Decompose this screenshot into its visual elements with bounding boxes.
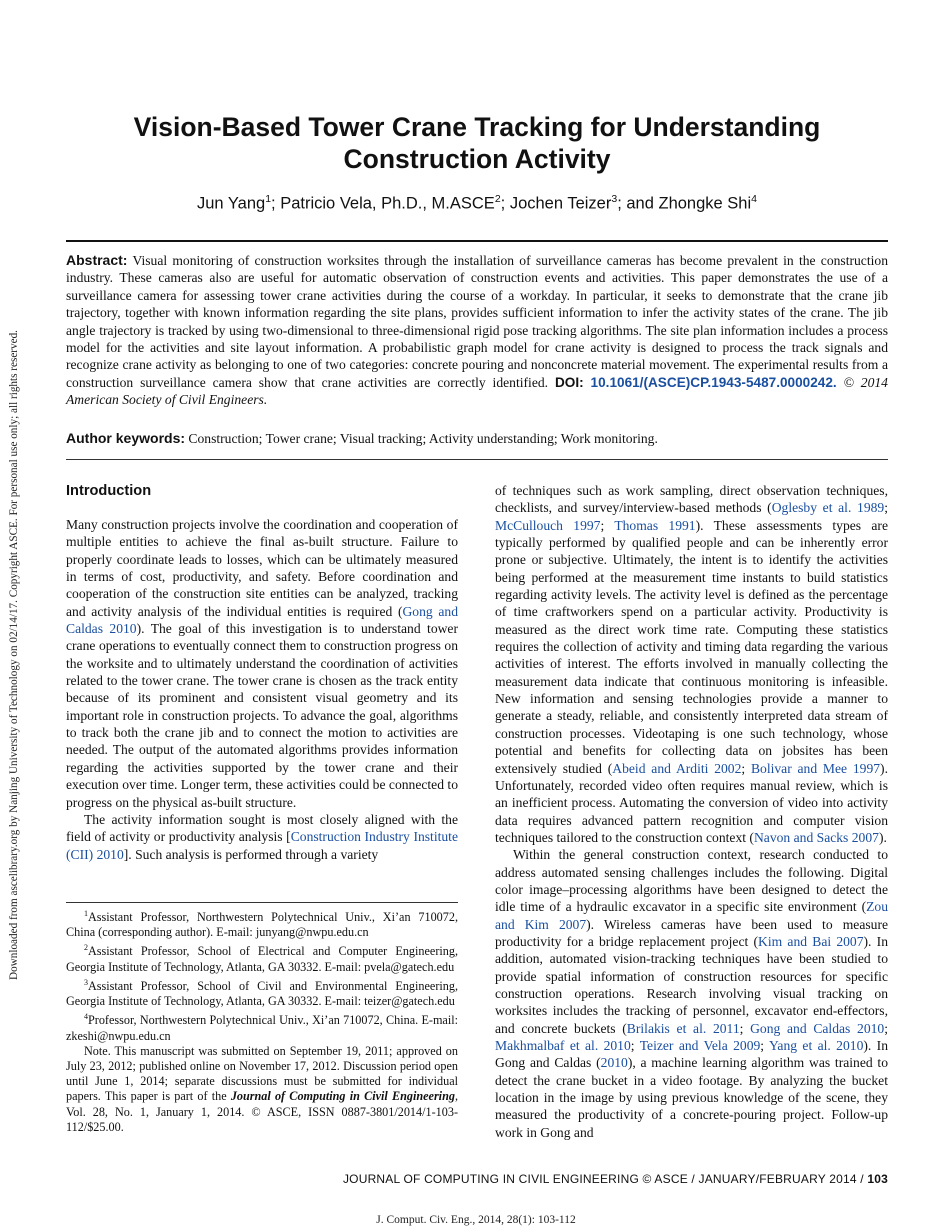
- paragraph-text: Many construction projects involve the coordination and cooperation of multiple entities to achieve the final as-built structure. Failure to properly coordinate leads to losses, which can be ultimately measured in terms of cost, productivity, and safety. Before coordination and cooperation of the construction site entities can be analyzed, tracking and activity analysis of the individual entities is required (: [66, 517, 458, 619]
- paragraph-text: ;: [739, 1020, 751, 1036]
- body-paragraph: [495, 482, 888, 846]
- running-footer-text: JOURNAL OF COMPUTING IN CIVIL ENGINEERING © ASCE / JANUARY/FEBRUARY 2014 /: [342, 1172, 868, 1186]
- paragraph-text: of techniques such as work sampling, direct observation techniques, checklists, and survey/interview-based methods (: [495, 483, 888, 516]
- keywords-bottom-rule: [66, 459, 888, 460]
- footnote-mark: 4: [84, 1012, 88, 1022]
- author-affiliation-mark: 1: [265, 193, 272, 205]
- page-number: 103: [867, 1172, 888, 1186]
- paragraph-text: ;: [600, 517, 615, 533]
- citation-link[interactable]: Yang et al. 2010: [768, 1038, 864, 1053]
- body-paragraph: [66, 516, 458, 811]
- author-separator: ;: [500, 194, 510, 213]
- section-heading-introduction: Introduction: [66, 483, 152, 499]
- paragraph-text: ;: [760, 1038, 769, 1053]
- left-column-body: [66, 516, 458, 863]
- citation-link[interactable]: Abeid and Arditi 2002: [612, 760, 742, 776]
- citation-link[interactable]: Bolivar and Mee 1997: [750, 760, 881, 776]
- citation-link[interactable]: Zou and Kim 2007: [495, 899, 888, 932]
- footnote-text: Assistant Professor, School of Civil and Environmental Engineering, Georgia Institute of Technology, Atlanta, GA 30332. E-mail: teizer@gatech.edu: [66, 979, 458, 1009]
- abstract-top-rule: [66, 240, 888, 242]
- citation-link[interactable]: Construction Industry Institute (CII) 2010: [66, 829, 458, 862]
- side-note-text: Downloaded from ascelibrary.org by Nanjing University of Technology on 02/14/17. Copyright ASCE. For personal use only; all rights reserved.: [8, 330, 20, 980]
- citation-link[interactable]: Brilakis et al. 2011: [626, 1020, 740, 1036]
- paragraph-text: ).: [878, 829, 887, 845]
- copyright-notice: © 2014 American Society of Civil Engineers.: [66, 374, 888, 408]
- footnote-text: Professor, Northwestern Polytechnical Univ., Xi’an 710072, China. E-mail: zkeshi@nwpu.edu.cn: [66, 1013, 458, 1043]
- author-name: Jochen Teizer: [509, 194, 612, 213]
- citation-link[interactable]: McCullouch 1997: [495, 517, 601, 533]
- note-text: Note. This manuscript was submitted on September 19, 2011; approved on July 23, 2012; published online on November 17, 2012. Discussion period open until June 1, 2014; separate discussions must be submitted for individual papers. This paper is part of the: [66, 1043, 458, 1104]
- citation-link[interactable]: Gong and Caldas 2010: [66, 603, 458, 637]
- doi-link[interactable]: 10.1061/(ASCE)CP.1943-5487.0000242.: [590, 374, 837, 390]
- citation-link[interactable]: Navon and Sacks 2007: [753, 829, 879, 845]
- footnote-mark: 2: [84, 943, 88, 953]
- paragraph-text: ). In addition, automated vision-tracking techniques have been studied to provide spatial information of construction resources for specific construction operations. Research involving visual tracking on worksites includes the tracking of personnel, excavator end-effectors, and concrete buckets (: [495, 933, 888, 1036]
- author-name: Patricio Vela, Ph.D., M.ASCE: [280, 194, 495, 213]
- citation-link[interactable]: Teizer and Vela 2009: [639, 1038, 761, 1053]
- author-footnotes: [66, 906, 458, 1044]
- author-name: Jun Yang: [197, 194, 266, 213]
- author-affiliation-mark: 2: [494, 193, 501, 205]
- author-separator: ; and: [617, 194, 659, 213]
- citation-link[interactable]: Thomas 1991: [614, 517, 696, 533]
- paragraph-text: ]. Such analysis is performed through a variety: [123, 846, 379, 862]
- paragraph-text: ). Wireless cameras have been used to measure productivity for a bridge replacement project (: [495, 916, 889, 949]
- body-paragraph: [66, 811, 458, 863]
- author-footnote: [66, 906, 458, 940]
- author-keywords: [66, 429, 888, 448]
- body-paragraph: [495, 846, 888, 1141]
- keywords-label: Author keywords:: [66, 430, 186, 446]
- left-column: [66, 482, 458, 863]
- paragraph-text: The activity information sought is most closely aligned with the field of activity or productivity analysis [: [66, 811, 458, 845]
- abstract-body: Visual monitoring of construction worksites through the installation of surveillance cameras has become prevalent in the construction industry. These cameras also are useful for automatic observation of construction events and activities. This paper demonstrates the use of a surveillance camera for assessing tower crane activities during the course of a workday. In particular, it seeks to demonstrate that the crane jib trajectory, together with known information regarding the site plans, provides sufficient information to infer the activity states of the crane. The jib angle trajectory is tracked by using two-dimensional to three-dimensional rigid pose tracking algorithms. The site plan information includes a process model for the activities and site layout information. A probabilistic graph model for crane activity is designed to process the track signals and recognize crane activity as belonging to one of two categories: concrete pouring and nonconcrete material movement. The experimental results from a construction surveillance camera show that crane activities are correctly identified.: [66, 253, 888, 390]
- footnote-mark: 3: [84, 977, 88, 987]
- paragraph-text: ;: [630, 1038, 640, 1053]
- abstract-label: Abstract:: [66, 252, 128, 268]
- author-footnote: [66, 975, 458, 1009]
- note-text-end: , Vol. 28, No. 1, January 1, 2014. © ASCE, ISSN 0887-3801/2014/1-103-112/$25.00.: [66, 1089, 458, 1134]
- paper-title: Vision-Based Tower Crane Tracking for Understanding Construction Activity: [133, 112, 821, 174]
- author-separator: ;: [271, 194, 281, 213]
- author-name: Zhongke Shi: [658, 194, 752, 213]
- paragraph-text: ). Unfortunately, recorded video often requires manual review, which is an inefficient process. Automating the conversion of video into activity data requires advanced pattern recognition and computer vision techniques tailored to the construction context (: [495, 760, 888, 845]
- author-affiliation-mark: 3: [611, 193, 618, 205]
- citation-link[interactable]: Makhmalbaf et al. 2010: [495, 1038, 631, 1053]
- author-affiliation-mark: 4: [751, 193, 757, 205]
- paragraph-text: ;: [884, 500, 888, 516]
- manuscript-note: [66, 1044, 458, 1135]
- citation-link[interactable]: Gong and Caldas 2010: [750, 1020, 885, 1036]
- footnote-text: Assistant Professor, Northwestern Polytechnical Univ., Xi’an 710072, China (corresponding author). E-mail: junyang@nwpu.edu.cn: [66, 910, 458, 940]
- doi-label: DOI:: [554, 374, 584, 390]
- citation-link[interactable]: 2010: [600, 1055, 628, 1071]
- footnotes: [66, 906, 458, 1135]
- footnote-mark: 1: [84, 909, 88, 918]
- paragraph-text: ). In Gong and Caldas (: [495, 1038, 888, 1071]
- running-footer: [66, 1172, 888, 1186]
- right-column-body: [495, 482, 888, 1141]
- journal-name: Journal of Computing in Civil Engineering: [230, 1089, 455, 1104]
- footnote-text: Assistant Professor, School of Electrical and Computer Engineering, Georgia Institute of Technology, Atlanta, GA 30332. E-mail: pvela@gatech.edu: [66, 944, 458, 974]
- paragraph-text: ). These assessments types are typically performed by qualified people and can be inherently error prone or subjective. Ultimately, the intent is to identify the activities being performed at the measurement time instants to build statistics regarding activity levels. The activity level is defined as the percentage of time craftworkers spend on a particular activity. Productivity is measured as the direct work time rate. Computing these statistics requires the collection of activity and timing data regarding the various activities of interest. The efforts involved in manually collecting the measurement data indicate that continuous monitoring is infeasible. New information and sensing technologies provide a manner to generate a steady, reliable, and consistently interpreted data stream of construction processes. Videotaping is one such technology, whose potential and benefits for collecting data on jobsites has been extensively studied (: [495, 517, 888, 776]
- author-footnote: [66, 1009, 458, 1043]
- keywords-body: Construction; Tower crane; Visual tracking; Activity understanding; Work monitoring.: [188, 431, 658, 446]
- download-side-note: [0, 0, 20, 1232]
- paragraph-text: Within the general construction context, research conducted to address automated sensing challenges includes the following. Digital color image–processing algorithms have been designed to detect the idle time of a hydraulic excavator in a specific site environment (: [495, 847, 888, 915]
- paragraph-text: ), a machine learning algorithm was trained to detect the crane bucket in a video footage. By analyzing the bucket location in the image by using previous knowledge of the scene, they measured the productivity of a concrete-pouring project. Follow-up work in Gong and: [495, 1055, 888, 1140]
- paragraph-text: ). The goal of this investigation is to understand tower crane operations to eventually connect them to construction progress on the worksite and to ultimately understand the coordination of activities related to the tower crane. The tower crane is chosen as the track entity because of its prominent and consistent visual geometry and its important role in construction projects. To advance the goal, algorithms to track both the crane jib and to connect the motion to activities are needed. The output of the automated algorithms provides information regarding the activities supported by the tower crane and their execution over time. Longer term, these activities could be connected to progress on the physical as-built structure.: [66, 621, 458, 810]
- citation-footer: J. Comput. Civ. Eng., 2014, 28(1): 103-112: [376, 1214, 576, 1226]
- paragraph-text: ;: [741, 760, 751, 776]
- author-list: [66, 187, 888, 216]
- right-column: [495, 482, 888, 1141]
- abstract: [66, 252, 888, 409]
- citation-link[interactable]: Kim and Bai 2007: [758, 933, 864, 949]
- footnote-rule: [66, 902, 458, 903]
- author-footnote: [66, 940, 458, 974]
- citation-link[interactable]: Oglesby et al. 1989: [771, 500, 885, 516]
- paragraph-text: ;: [884, 1020, 888, 1036]
